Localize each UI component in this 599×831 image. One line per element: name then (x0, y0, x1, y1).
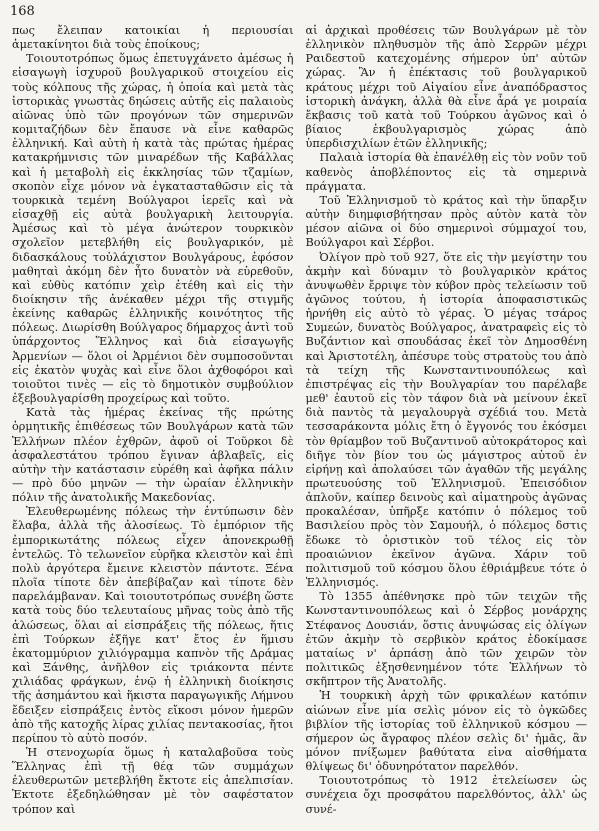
paragraph: Τοιουτοτρόπως τὸ 1912 ἐτελείωσεν ὡς συνέχεια ὄχι προσφάτου παρελθόντος, ἀλλ' ὡς συνέ- (305, 774, 587, 816)
paragraph: Κατὰ τὰς ἡμέρας ἐκείνας τῆς πρώτης ὁρμητικῆς ἐπιθέσεως τῶν Βουλγάρων κατὰ τῶν Ἑλλήνων πλέον ἐχθρῶν, ἀφοῦ οἱ Τοῦρκοι δὲ ἀσφαλεστάτου τρόπου ἔγιναν ἀβλαβεῖς, εἰς αὐτὴν τὴν κατάστασιν εὑρέθη καὶ ἀφῆκα πάλιν — πρὸ δύο μηνῶν — τὴν ὡραίαν ἑλληνικὴν πόλιν τῆς ἀνατολικῆς Μακεδονίας. (12, 406, 294, 505)
paragraph: Τὸ 1355 ἀπέθνησκε πρὸ τῶν τειχῶν τῆς Κωνσταντινουπόλεως καὶ ὁ Σέρβος μονάρχης Στέφανος Δουσιάν, ὅστις ἀνυψώσας εἰς ὀλίγων ἐτῶν ἀκμὴν τὸ σερβικὸν κράτος ἐδοκίμασε ματαίως ν' ἁρπάσῃ ἀπὸ τῶν χειρῶν τὸν πολιτικῶς ἐξησθενημένον τότε Ἑλλήνων τὸ σκῆπτρον τῆς Ἀνατολῆς. (305, 590, 587, 689)
paragraph: Τοιουτοτρόπως ὅμως ἐπετυγχάνετο ἀμέσως ἡ εἰσαγωγὴ ἰσχυροῦ βουλγαρικοῦ στοιχείου εἰς τοὺς κόλπους τῆς χώρας, ἡ ὁποία καὶ μετὰ τὰς ἱστορικὰς γνωστὰς δηώσεις αὐτῆς εἰς παλαιοὺς αἰῶνας ὑπὸ τῶν προγόνων τῶν σημερινῶν κομιταζήδων δὲν ἔπαυσε νὰ εἶνε καθαρῶς ἑλληνική. Καὶ αὐτὴ ἡ κατὰ τὰς πρώτας ἡμέρας κατακρήμνισις τῶν μιναρέδων τῆς Καβάλλας καὶ ἡ μεταβολὴ εἰς ἐκκλησίας τῶν τζαμίων, σκοπὸν εἶχε μόνον νὰ ἐγκατασταθῶσιν εἰς τὰ τουρκικὰ τεμένη Βούλγαροι ἱερεῖς καὶ νὰ εἰσαχθῇ εἰς αὐτὰ βουλγαρικὴ λειτουργία. Ἀμέσως καὶ τὸ μέγα ἀνώτερον τουρκικὸν σχολεῖον μετεβλήθη εἰς βουλγαρικόν, μὲ διδασκάλους τοὐλάχιστον Βουλγάρους, ἐφόσον μαθηταὶ ἀκόμη δὲν ἦτο δυνατὸν νὰ εὑρεθοῦν, καὶ εὐθὺς κατόπιν χεὶρ ἐτέθη καὶ εἰς τὴν διοίκησιν τῆς ἀνέκαθεν μέχρι τῆς στιγμῆς ἐκείνης καθαρῶς ἑλληνικῆς κοινότητος τῆς πόλεως. Διωρίσθη Βούλγαρος δήμαρχος ἀντὶ τοῦ ὑπάρχοντος Ἕλληνος καὶ διὰ εἰσαγωγῆς Ἀρμενίων — ὅλοι οἱ Ἀρμένιοι δὲν συμποσοῦνται εἰς ἑκατὸν ψυχὰς καὶ εἶνε ὅλοι ἀχθοφόροι καὶ τοιοῦτοι τινὲς — εἰς τὸ δημοτικὸν συμβούλιον ἐξεβουλγαρίσθη προχείρως καὶ τοῦτο. (12, 52, 294, 406)
paragraph: πως ἔλειπαν κατοικίαι ἡ περιουσίαι ἀμετακίνητοι διὰ τοὺς ἐποίκους; (12, 24, 294, 52)
text-columns (12, 24, 587, 825)
paragraph: Παλαιὰ ἱστορία θὰ ἐπανέλθῃ εἰς τὸν νοῦν τοῦ καθενὸς ἀποβλέποντος εἰς τὰ σημερινὰ πράγματα. (305, 151, 587, 193)
page-number: 168 (10, 4, 35, 19)
right-column (306, 24, 588, 825)
paragraph: Ὀλίγον πρὸ τοῦ 927, ὅτε εἰς τὴν μεγίστην του ἀκμὴν καὶ δύναμιν τὸ βουλγαρικὸν κράτος ἀνυψωθὲν ἔρριψε τὸν κύβον πρὸς τελείωσιν τοῦ ἀγῶνος τούτου, ἡ ἱστορία ἀποφασιστικῶς ἠρνήθη εἰς αὐτὸ τὸ γέρας. Ὁ μέγας τσάρος Συμεών, δυνατὸς Βούλγαρος, ἀνατραφεὶς εἰς τὸ Βυζάντιον καὶ σπουδάσας ἐκεῖ τὸν Δημοσθένη καὶ Ἀριστοτέλη, ἀπέσυρε τοὺς στρατοὺς του ἀπὸ τὰ τείχη τῆς Κωνσταντινουπόλεως καὶ ἐπιστρέψας εἰς τὴν Βουλγαρίαν του παρέλαβε μεθ' ἑαυτοῦ εἰς τὸν τάφον διὰ νὰ μείνουν ἐκεῖ διὰ παντὸς τὰ μεγαλουργὰ σχέδιά του. Μετὰ τεσσαράκοντα μόλις ἔτη ὁ ἔγγονός του ἐκόσμει τὸν θρίαμβον τοῦ Βυζαντινοῦ αὐτοκράτορος καὶ διῆγε τὸν βίον του ὡς μάγιστρος αὐτοῦ ἐν εἰρήνῃ καὶ ἀπολαύσει τῶν ἀγαθῶν τῆς μεγάλης πρωτευούσης τοῦ Ἑλληνισμοῦ. Ἐπεισόδιον ἁπλοῦν, καίπερ δεινοὺς καὶ αἱματηροὺς ἀγῶνας προκαλέσαν, ὑπῆρξε κατόπιν ὁ πόλεμος τοῦ Βασιλείου πρὸς τὸν Σαμουήλ, ὁ πόλεμος δστις ἔδωκε τὸ ὁριστικὸν τοῦ τέλος εἰς τὸν προαιώνιον ἐκεῖνον ἀγῶνα. Χάριν τοῦ πολιτισμοῦ τοῦ κόσμου ὅλου ἐθριάμβευε τότε ὁ Ἑλληνισμός. (305, 250, 587, 590)
paragraph: Ἡ στενοχωρία ὅμως ἡ καταλαβοῦσα τοὺς Ἕλληνας ἐπὶ τῇ θέᾳ τῶν συμμάχων ἐλευθερωτῶν μετεβλήθη ἔκτοτε εἰς ἀπελπισίαν. Ἐκτοτε ἐξεδηλώθησαν μὲ τὸν σαφέστατον τρόπον καὶ (12, 745, 294, 816)
paragraph: Τοῦ Ἑλληνισμοῦ τὸ κράτος καὶ τὴν ὕπαρξιν αὐτὴν διημφισβήτησαν πρὸς αὐτὸν κατὰ τὸν μέσον αἰῶνα οἱ δύο σημερινοὶ σύμμαχοί του, Βούλγαροι καὶ Σέρβοι. (305, 193, 587, 250)
paragraph: Ἡ τουρκικὴ ἀρχὴ τῶν φρικαλέων κατόπιν αἰώνων εἶνε μία σελὶς μόνον εἰς τὸ ὀγκῶδες βιβλίον τῆς ἱστορίας τοῦ ἑλληνικοῦ κόσμου — σήμερον ὡς ἄγραφος πλέον σελὶς δι' ἡμᾶς, ἂν μόνον πνίξωμεν βαθύτατα εἰνα αἰσθήματα θλίψεως δι' ὀδυνηρότατον παρελθόν. (305, 689, 587, 774)
paragraph: αἱ ἀρχικαὶ προθέσεις τῶν Βουλγάρων μὲ τὸν ἑλληνικὸν πληθυσμὸν τῆς ἀπὸ Σερρῶν μέχρι Ραιδεστοῦ κατεχομένης σήμερον ὑπ' αὐτῶν χώρας. Ἂν ἡ ἐπέκτασις τοῦ βουλγαρικοῦ κράτους μέχρι τοῦ Αἰγαίου εἶνε ἀναπόδραστος ἱστορικὴ ἀνάγκη, ἀλλὰ θὰ εἶνε ἆρά γε μοιραία ἔκβασις τοῦ κατὰ τοῦ Τούρκου ἀγῶνος καὶ ὁ βίαιος ἐκβουλγαρισμὸς χώρας ἀπὸ ὑπερδισχιλίων ἐτῶν ἑλληνικῆς; (305, 24, 587, 151)
left-column (12, 24, 294, 825)
paragraph: Ἐλευθερωμένης πόλεως τὴν ἐντύπωσιν δὲν ἔλαβα, ἀλλὰ τῆς ἀλοσίεως. Τὸ ἐμπόριον τῆς ἐμπορικωτάτης πόλεως εἶχεν ἀπονεκρωθῇ ἐντελῶς. Τὸ τελωνεῖον εὑρῆκα κλειστὸν καὶ ἐπὶ πολὺ ἀργότερα ἔμεινε κλειστὸν πάντοτε. Ξένα πλοῖα τίποτε δὲν ἀπεβίβαζαν καὶ τίποτε δὲν παρελάμβαναν. Καὶ τοιουτοτρόπως συνέβη ὥστε κατὰ τοὺς δύο τελευταίους μῆνας τοὺς ἀπὸ τῆς ἁλώσεως, ὅλαι αἱ εἰσπράξεις τῆς πόλεως, ἥτις ἐπὶ Τούρκων ἐξῆγε κατ' ἔτος ἐν ἥμισυ ἑκατομμύριον χιλιόγραμμα καπνὸν τῆς Δράμας καὶ Ξάνθης, ἀνῆλθον εἰς τριάκοντα πέντε χιλιάδας φράγκων, ἐνῷ ἡ ἑλληνικὴ διοίκησις τῆς ἀσημάντου καὶ ἥκιστα παραγωγικῆς Λήμνου ἔδειξεν εἰσπράξεις ἐντὸς εἴκοσι μόνον ἡμερῶν ἀπὸ τῆς κατοχῆς λίρας χιλίας πεντακοσίας, ἤτοι περίπου τὸ αὐτὸ ποσόν. (12, 505, 294, 745)
